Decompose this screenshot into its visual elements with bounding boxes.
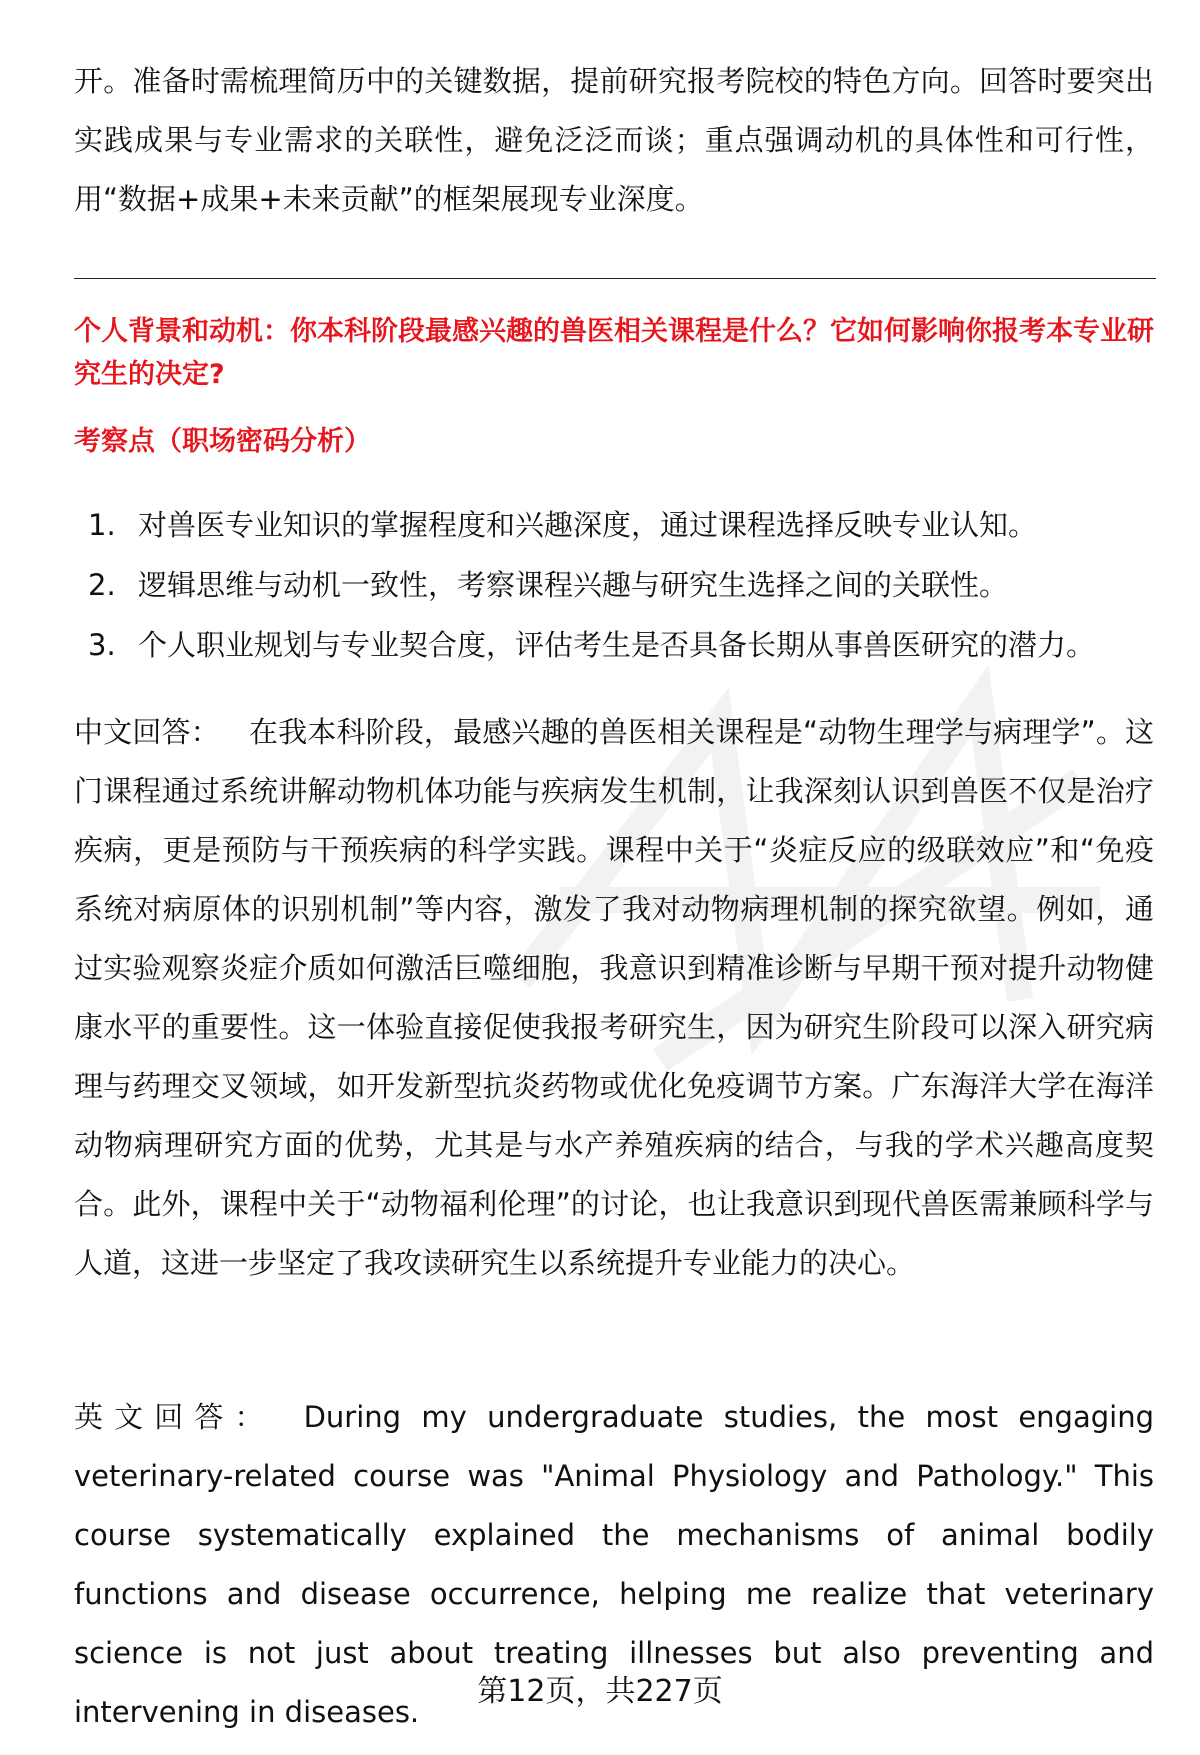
english-answer-text: During my undergraduate studies, the most engaging veterinary-related course was "Animal Physiology and Pathology." This course systematically explained the mechanisms of animal bodily functions and disease occurrence, helping me realize that veterinary science is not just about treating illnesses but also preventing and intervening in diseases.: [74, 1400, 1154, 1729]
kaochadian-heading: 考察点（职场密码分析）: [74, 426, 371, 457]
list-item-number: 3.: [88, 628, 116, 662]
intro-paragraph: 开。准备时需梳理简历中的关键数据，提前研究报考院校的特色方向。回答时要突出实践成果与专业需求的关联性，避免泛泛而谈；重点强调动机的具体性和可行性，用“数据+成果+未来贡献”的框架展现专业深度。: [74, 64, 1154, 216]
page-number-footer: 第12页，共227页: [477, 1674, 723, 1709]
list-item: [74, 555, 1164, 615]
list-item-number: 2.: [88, 568, 116, 602]
chinese-answer: [74, 703, 1154, 1293]
list-item: [74, 615, 1164, 675]
list-item-number: 1.: [88, 508, 116, 542]
kaochadian-list: [74, 495, 1164, 675]
chinese-answer-text: 在我本科阶段，最感兴趣的兽医相关课程是“动物生理学与病理学”。这门课程通过系统讲解动物机体功能与疾病发生机制，让我深刻认识到兽医不仅是治疗疾病，更是预防与干预疾病的科学实践。课程中关于“炎症反应的级联效应”和“免疫系统对病原体的识别机制”等内容，激发了我对动物病理机制的探究欲望。例如，通过实验观察炎症介质如何激活巨噬细胞，我意识到精准诊断与早期干预对提升动物健康水平的重要性。这一体验直接促使我报考研究生，因为研究生阶段可以深入研究病理与药理交叉领域，如开发新型抗炎药物或优化免疫调节方案。广东海洋大学在海洋动物病理研究方面的优势，尤其是与水产养殖疾病的结合，与我的学术兴趣高度契合。此外，课程中关于“动物福利伦理”的讨论，也让我意识到现代兽医需兼顾科学与人道，这进一步坚定了我攻读研究生以系统提升专业能力的决心。: [74, 715, 1154, 1280]
chinese-answer-label: 中文回答：: [74, 715, 220, 749]
list-item-text: 个人职业规划与专业契合度，评估考生是否具备长期从事兽医研究的潜力。: [138, 628, 1096, 662]
question-title: 个人背景和动机：你本科阶段最感兴趣的兽医相关课程是什么？它如何影响你报考本专业研究生的决定?: [74, 316, 1154, 390]
list-item-text: 对兽医专业知识的掌握程度和兴趣深度，通过课程选择反映专业认知。: [138, 508, 1038, 542]
english-answer-label: 英文回答：: [74, 1400, 275, 1434]
list-item: [74, 495, 1164, 555]
list-item-text: 逻辑思维与动机一致性，考察课程兴趣与研究生选择之间的关联性。: [138, 568, 1009, 602]
section-divider: [74, 278, 1156, 279]
